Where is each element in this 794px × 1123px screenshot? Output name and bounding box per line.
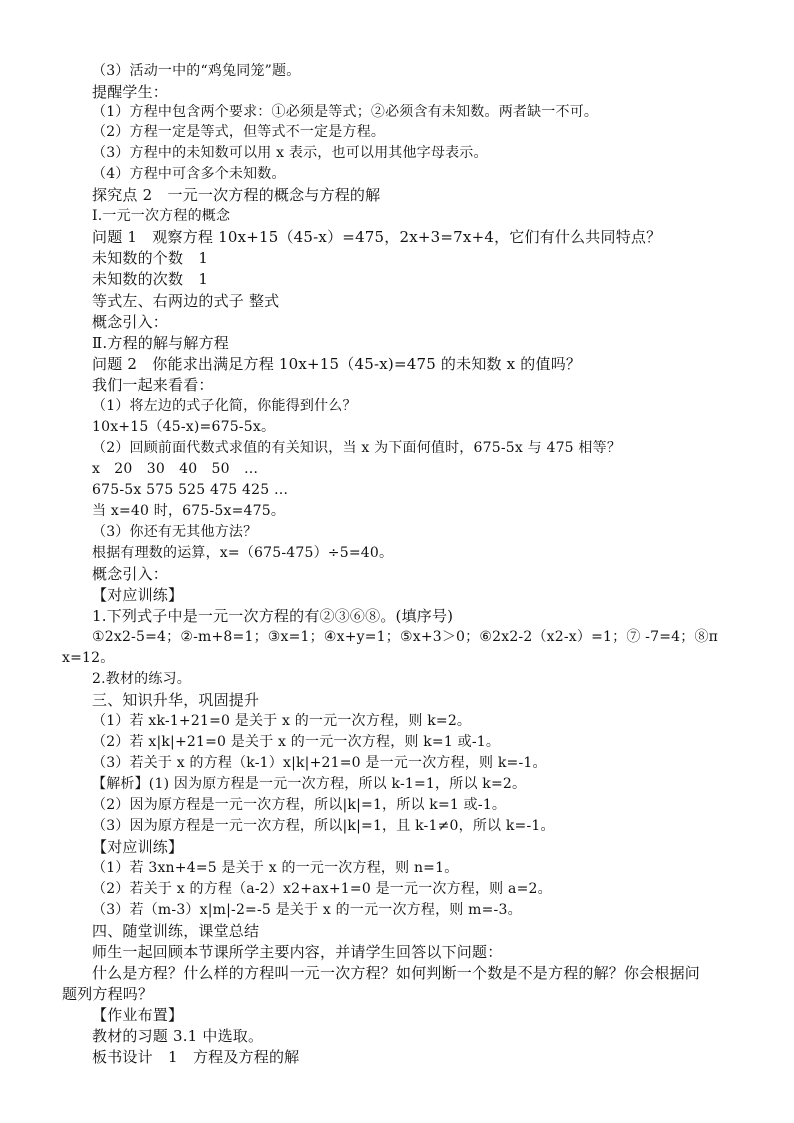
text-line: （1）若 xk-1+21=0 是关于 x 的一元一次方程，则 k=2。 [92, 713, 472, 729]
text-line: 问题 2 你能求出满足方程 10x+15（45-x)=475 的未知数 x 的值吗？ [92, 355, 582, 373]
text-line: 题列方程吗？ [62, 985, 154, 1003]
section-heading: 【作业布置】 [92, 1006, 184, 1024]
text-line: 提醒学生： [92, 83, 169, 101]
text-line: （2）若 x|k|+21=0 是关于 x 的一元一次方程，则 k=1 或-1。 [92, 734, 501, 750]
text-line: ①2x2-5=4；②-m+8=1；③x=1；④x+y=1；⑤x+3＞0；⑥2x2-2（x2-x）=1；⑦ -7=4；⑧π [92, 629, 719, 645]
sub-heading: Ⅱ.方程的解与解方程 [92, 334, 229, 352]
text-line: （2）因为原方程是一元一次方程，所以|k|=1，所以 k=1 或-1。 [92, 797, 507, 813]
text-line: （1）将左边的式子化简，你能得到什么？ [92, 398, 357, 414]
text-line: （2）方程一定是等式，但等式不一定是方程。 [92, 124, 386, 140]
text-line: 1.下列式子中是一元一次方程的有②③⑥⑧。(填序号) [92, 607, 454, 625]
section-heading: 【对应训练】 [92, 838, 184, 856]
text-line: （3）你还有无其他方法？ [92, 524, 258, 540]
text-line: 概念引入： [92, 313, 169, 331]
text-line: （3）方程中的未知数可以用 x 表示，也可以用其他字母表示。 [92, 145, 488, 161]
text-line: 师生一起回顾本节课所学主要内容，并请学生回答以下问题： [92, 943, 503, 961]
section-heading: 四、随堂训练，课堂总结 [92, 922, 260, 940]
text-line: 板书设计 1 方程及方程的解 [92, 1048, 300, 1066]
text-line: （3）因为原方程是一元一次方程，所以|k|=1，且 k-1≠0，所以 k=-1。 [92, 818, 555, 834]
text-line: 未知数的次数 1 [92, 270, 209, 288]
text-line: 概念引入： [92, 565, 169, 583]
text-line: 10x+15（45-x)=675-5x。 [92, 419, 276, 435]
text-line: （4）方程中可含多个未知数。 [92, 166, 286, 182]
text-line: 2.教材的练习。 [92, 671, 191, 687]
text-line: （3）活动一中的“鸡兔同笼”题。 [92, 63, 301, 79]
text-line: 等式左、右两边的式子 整式 [92, 292, 280, 310]
text-line: 我们一起来看看： [92, 376, 214, 394]
section-heading: 【对应训练】 [92, 586, 184, 604]
text-line: （2）若关于 x 的方程（a-2）x2+ax+1=0 是一元一次方程，则 a=2。 [92, 881, 552, 897]
text-line: x=12。 [62, 650, 115, 666]
text-line: 什么是方程？什么样的方程叫一元一次方程？如何判断一个数是不是方程的解？你会根据问 [92, 964, 701, 982]
text-line: 问题 1 观察方程 10x+15（45-x）=475，2x+3=7x+4，它们有什么共同特点？ [92, 228, 662, 246]
table-row: 675-5x 575 525 475 425 … [92, 482, 289, 498]
section-heading: 探究点 2 一元一次方程的概念与方程的解 [92, 186, 381, 204]
text-line: 未知数的个数 1 [92, 249, 209, 267]
section-heading: 三、知识升华，巩固提升 [92, 691, 260, 709]
text-line: 根据有理数的运算，x=（675-475）÷5=40。 [92, 545, 394, 561]
text-line: 当 x=40 时，675-5x=475。 [92, 503, 286, 519]
text-line: （3）若关于 x 的方程（k-1）x|k|+21=0 是一元一次方程，则 k=-1。 [92, 755, 547, 771]
text-line: 教材的习题 3.1 中选取。 [92, 1027, 264, 1045]
sub-heading: Ⅰ.一元一次方程的概念 [92, 208, 231, 224]
text-line: （1）若 3xn+4=5 是关于 x 的一元一次方程，则 n=1。 [92, 860, 459, 876]
text-line: 【解析】(1) 因为原方程是一元一次方程，所以 k-1=1，所以 k=2。 [92, 776, 527, 792]
text-line: （3）若（m-3）x|m|-2=-5 是关于 x 的一元一次方程，则 m=-3。 [92, 902, 522, 918]
text-line: （2）回顾前面代数式求值的有关知识，当 x 为下面何值时，675-5x 与 475 相等？ [92, 440, 622, 456]
text-line: （1）方程中包含两个要求：①必须是等式；②必须含有未知数。两者缺一不可。 [92, 104, 599, 120]
table-row: x 20 30 40 50 … [92, 461, 259, 477]
